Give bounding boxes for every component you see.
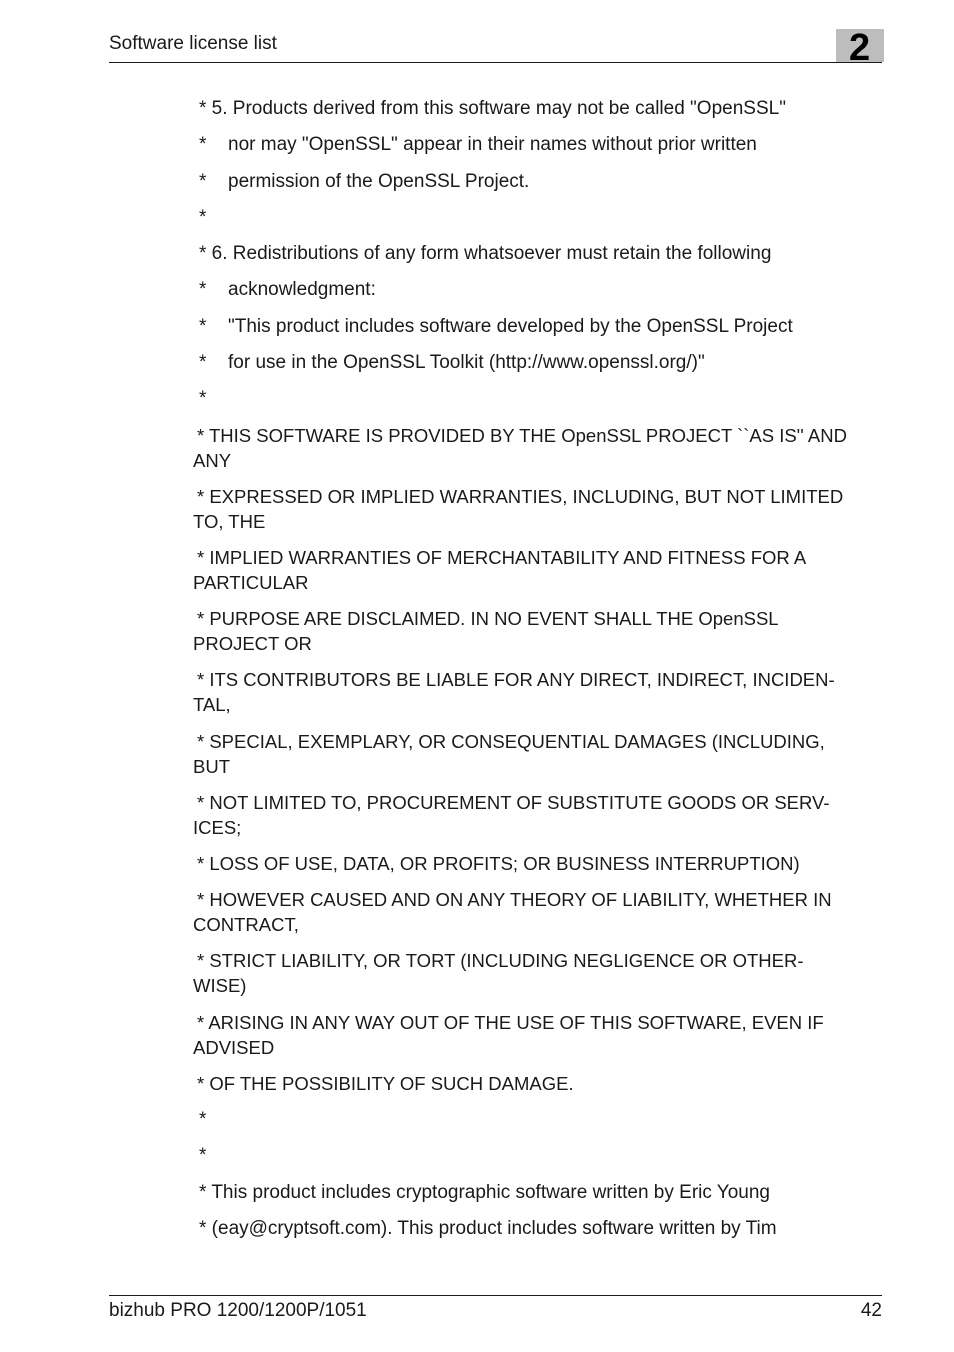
disclaimer-line-continuation: TAL, <box>193 694 231 716</box>
license-line-text: * (eay@cryptsoft.com). This product includes software written by Tim <box>199 1218 777 1240</box>
footer-page-number: 42 <box>860 1300 882 1321</box>
disclaimer-line-continuation: CONTRACT, <box>193 914 299 936</box>
disclaimer-paragraph <box>193 729 883 790</box>
license-line-text: nor may "OpenSSL" appear in their names without prior written <box>228 134 757 156</box>
license-line <box>193 1107 883 1143</box>
license-lines-block <box>193 96 883 423</box>
disclaimer-line-first: * PURPOSE ARE DISCLAIMED. IN NO EVENT SHALL THE OpenSSL <box>197 608 779 630</box>
header-divider <box>109 62 882 63</box>
license-line <box>193 277 883 313</box>
disclaimer-line-continuation: WISE) <box>193 975 247 997</box>
disclaimer-line-first: * SPECIAL, EXEMPLARY, OR CONSEQUENTIAL DAMAGES (INCLUDING, <box>197 730 825 752</box>
asterisk-marker: * <box>199 206 207 228</box>
disclaimer-line-continuation: BUT <box>193 755 230 777</box>
chapter-number: 2 <box>849 27 871 69</box>
disclaimer-line-continuation: ANY <box>193 449 232 471</box>
asterisk-marker: * <box>199 1145 207 1167</box>
license-line-text: * 5. Products derived from this software may not be called "OpenSSL" <box>199 98 786 119</box>
license-line <box>193 314 883 350</box>
license-line-text: * This product includes cryptographic software written by Eric Young <box>199 1181 771 1203</box>
disclaimer-line-continuation: PROJECT OR <box>193 633 312 655</box>
license-line-text: for use in the OpenSSL Toolkit (http://www.openssl.org/)" <box>228 352 705 374</box>
disclaimer-line-first: * HOWEVER CAUSED AND ON ANY THEORY OF LIABILITY, WHETHER IN <box>197 889 832 911</box>
asterisk-marker: * <box>199 170 207 192</box>
disclaimer-paragraph <box>193 948 883 1009</box>
disclaimer-line-first: * EXPRESSED OR IMPLIED WARRANTIES, INCLUDING, BUT NOT LIMITED <box>197 485 844 507</box>
disclaimer-line-first: * IMPLIED WARRANTIES OF MERCHANTABILITY AND FITNESS FOR A <box>197 547 807 569</box>
footer-model-name: bizhub PRO 1200/1200P/1051 <box>109 1300 367 1321</box>
license-line <box>193 350 883 386</box>
asterisk-marker: * <box>199 315 207 337</box>
disclaimer-line-first: * STRICT LIABILITY, OR TORT (INCLUDING NEGLIGENCE OR OTHER- <box>197 950 804 972</box>
license-line <box>193 1143 883 1179</box>
warranty-disclaimer-block <box>193 423 883 1107</box>
running-header-title: Software license list <box>109 33 277 54</box>
license-line-text: permission of the OpenSSL Project. <box>228 170 530 192</box>
license-line <box>193 132 883 168</box>
asterisk-marker: * <box>199 1109 207 1131</box>
asterisk-marker: * <box>199 352 207 374</box>
license-line <box>193 241 883 277</box>
license-line-text: "This product includes software developed by the OpenSSL Project <box>228 315 793 337</box>
footer-divider <box>109 1295 882 1296</box>
license-line <box>193 1180 883 1216</box>
license-text-body <box>193 96 883 1252</box>
disclaimer-line-first: * LOSS OF USE, DATA, OR PROFITS; OR BUSINESS INTERRUPTION) <box>197 852 800 874</box>
disclaimer-paragraph <box>193 851 883 887</box>
license-line <box>193 386 883 422</box>
disclaimer-line-continuation: PARTICULAR <box>193 572 309 594</box>
disclaimer-paragraph <box>193 667 883 728</box>
disclaimer-line-first: * ITS CONTRIBUTORS BE LIABLE FOR ANY DIRECT, INDIRECT, INCIDEN- <box>197 669 835 691</box>
disclaimer-paragraph <box>193 545 883 606</box>
disclaimer-line-continuation: ADVISED <box>193 1036 275 1058</box>
license-line <box>193 169 883 205</box>
disclaimer-line-first: * THIS SOFTWARE IS PROVIDED BY THE OpenSSL PROJECT ``AS IS'' AND <box>197 424 847 446</box>
disclaimer-line-first: * OF THE POSSIBILITY OF SUCH DAMAGE. <box>197 1072 574 1094</box>
asterisk-marker: * <box>199 279 207 301</box>
license-line-text: * 6. Redistributions of any form whatsoever must retain the following <box>199 243 772 265</box>
disclaimer-paragraph <box>193 1010 883 1071</box>
license-line <box>193 96 883 132</box>
license-line <box>193 1216 883 1252</box>
asterisk-marker: * <box>199 388 207 410</box>
disclaimer-line-continuation: ICES; <box>193 816 242 838</box>
disclaimer-line-first: * NOT LIMITED TO, PROCUREMENT OF SUBSTITUTE GOODS OR SERV- <box>197 791 830 813</box>
disclaimer-paragraph <box>193 887 883 948</box>
license-line <box>193 205 883 241</box>
disclaimer-paragraph <box>193 790 883 851</box>
disclaimer-line-first: * ARISING IN ANY WAY OUT OF THE USE OF THIS SOFTWARE, EVEN IF <box>197 1011 824 1033</box>
license-line-text: acknowledgment: <box>228 279 376 301</box>
license-tail-block <box>193 1107 883 1252</box>
disclaimer-paragraph <box>193 1071 883 1107</box>
asterisk-marker: * <box>199 134 207 156</box>
disclaimer-line-continuation: TO, THE <box>193 510 266 532</box>
disclaimer-paragraph <box>193 423 883 484</box>
disclaimer-paragraph <box>193 484 883 545</box>
disclaimer-paragraph <box>193 606 883 667</box>
